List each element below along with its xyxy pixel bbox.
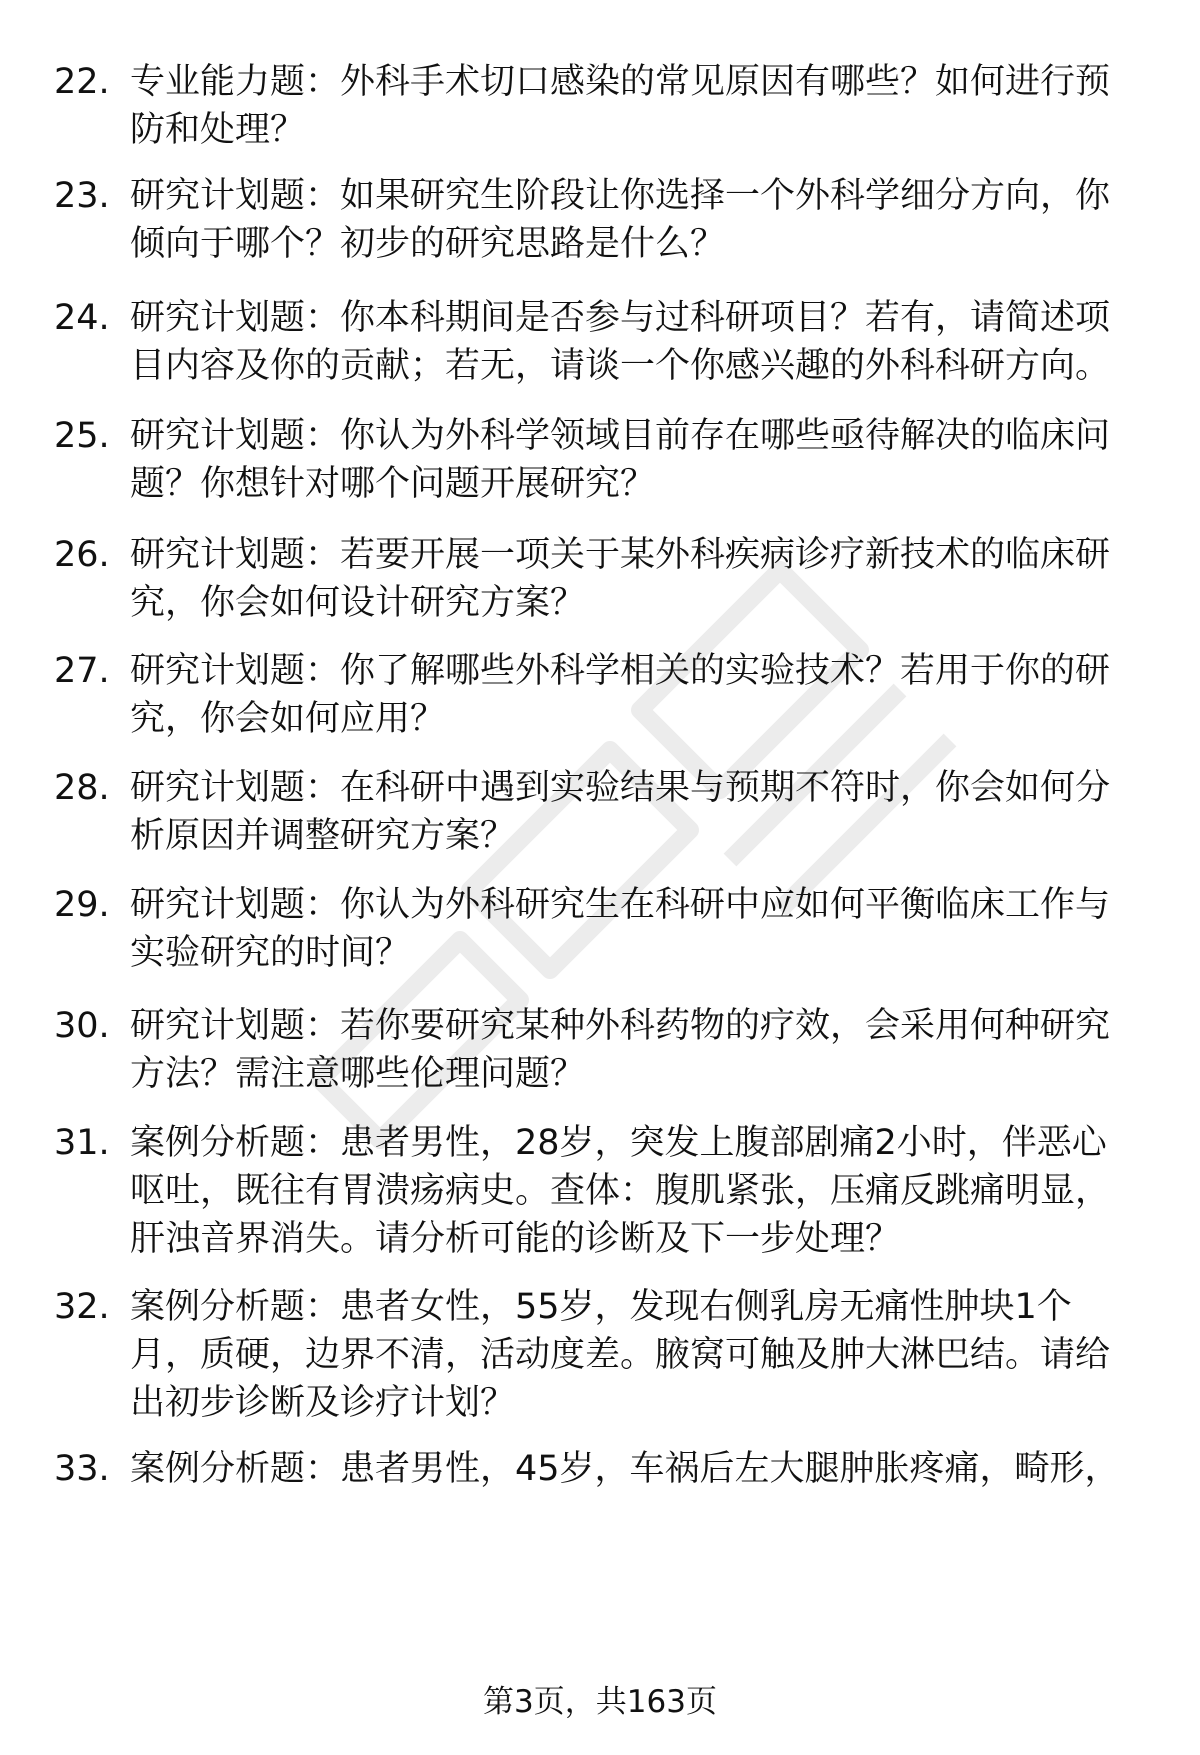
- question-text: [130, 1445, 1140, 1493]
- question-line: 倾向于哪个？初步的研究思路是什么？: [130, 224, 726, 264]
- question-line: 案例分析题：患者女性，55岁，发现右侧乳房无痛性肿块1个: [130, 1287, 1072, 1327]
- page-footer: 第3页，共163页: [483, 1684, 717, 1720]
- question-line: 防和处理？: [130, 110, 306, 150]
- question-line: 研究计划题：你认为外科学领域目前存在哪些亟待解决的临床问: [130, 416, 1111, 456]
- question-text: [130, 531, 1140, 627]
- question-line: 研究计划题：若你要研究某种外科药物的疗效，会采用何种研究: [130, 1006, 1111, 1046]
- question-line: 研究计划题：在科研中遇到实验结果与预期不符时，你会如何分: [130, 768, 1111, 808]
- question-number: 28.: [54, 768, 110, 808]
- question-text: [130, 1283, 1140, 1427]
- question-line: 案例分析题：患者男性，45岁，车祸后左大腿肿胀疼痛，畸形，: [130, 1449, 1120, 1489]
- question-number: 23.: [54, 176, 110, 216]
- question-number: 24.: [54, 298, 110, 338]
- question-text: [130, 647, 1140, 743]
- question-line: 究，你会如何设计研究方案？: [130, 583, 586, 623]
- question-line: 研究计划题：你认为外科研究生在科研中应如何平衡临床工作与: [130, 885, 1111, 925]
- question-line: 析原因并调整研究方案？: [130, 816, 516, 856]
- question-line: 出初步诊断及诊疗计划？: [130, 1383, 516, 1423]
- question-line: 方法？需注意哪些伦理问题？: [130, 1054, 586, 1094]
- question-line: 呕吐，既往有胃溃疡病史。查体：腹肌紧张，压痛反跳痛明显，: [130, 1171, 1111, 1211]
- question-number: 30.: [54, 1006, 110, 1046]
- question-line: 专业能力题：外科手术切口感染的常见原因有哪些？如何进行预: [130, 62, 1111, 102]
- question-number: 22.: [54, 62, 110, 102]
- question-text: [130, 412, 1140, 508]
- question-text: [130, 172, 1140, 268]
- question-line: 究，你会如何应用？: [130, 699, 446, 739]
- question-line: 研究计划题：你本科期间是否参与过科研项目？若有，请简述项: [130, 298, 1111, 338]
- question-line: 实验研究的时间？: [130, 933, 411, 973]
- question-number: 29.: [54, 885, 110, 925]
- question-line: 肝浊音界消失。请分析可能的诊断及下一步处理？: [130, 1219, 901, 1259]
- question-text: [130, 881, 1140, 977]
- question-text: [130, 1119, 1140, 1263]
- question-line: 研究计划题：若要开展一项关于某外科疾病诊疗新技术的临床研: [130, 535, 1111, 575]
- question-number: 32.: [54, 1287, 110, 1327]
- question-text: [130, 294, 1140, 390]
- question-number: 31.: [54, 1123, 110, 1163]
- question-number: 27.: [54, 651, 110, 691]
- question-number: 26.: [54, 535, 110, 575]
- question-text: [130, 764, 1140, 860]
- question-line: 研究计划题：如果研究生阶段让你选择一个外科学细分方向，你: [130, 176, 1111, 216]
- question-line: 题？你想针对哪个问题开展研究？: [130, 464, 656, 504]
- question-line: 案例分析题：患者男性，28岁，突发上腹部剧痛2小时，伴恶心: [130, 1123, 1107, 1163]
- question-line: 研究计划题：你了解哪些外科学相关的实验技术？若用于你的研: [130, 651, 1111, 691]
- question-line: 月，质硬，边界不清，活动度差。腋窝可触及肿大淋巴结。请给: [130, 1335, 1111, 1375]
- question-number: 25.: [54, 416, 110, 456]
- question-text: [130, 1002, 1140, 1098]
- question-number: 33.: [54, 1449, 110, 1489]
- question-text: [130, 58, 1140, 154]
- question-line: 目内容及你的贡献；若无，请谈一个你感兴趣的外科科研方向。: [130, 346, 1111, 386]
